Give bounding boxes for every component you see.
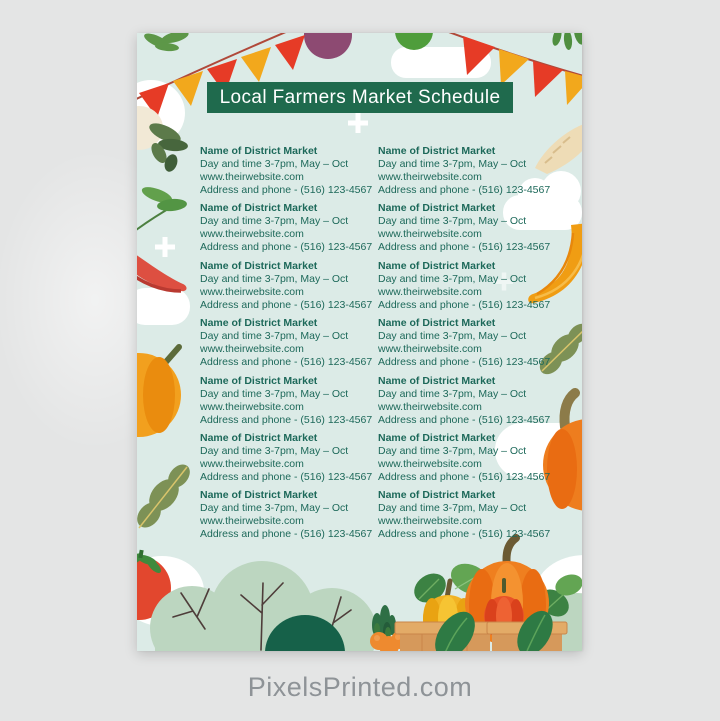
entry-website: www.theirwebsite.com xyxy=(378,343,482,356)
chili-pepper-icon xyxy=(137,247,187,291)
market-entry xyxy=(200,145,378,202)
entry-website: www.theirwebsite.com xyxy=(378,400,482,413)
entry-address-phone: Address and phone - (516) 123-4567 xyxy=(200,528,373,541)
market-entry xyxy=(200,432,378,489)
cloud-left-mid xyxy=(137,288,190,325)
entry-day-time: Day and time 3-7pm, May – Oct xyxy=(200,330,349,343)
market-entry xyxy=(200,260,378,317)
entry-day-time: Day and time 3-7pm, May – Oct xyxy=(378,502,527,515)
carrot-greens-icon xyxy=(551,33,582,50)
entry-website: www.theirwebsite.com xyxy=(378,171,482,183)
entry-name: Name of District Market xyxy=(200,202,318,215)
entry-day-time: Day and time 3-7pm, May – Oct xyxy=(200,158,349,170)
plus-center-icon xyxy=(348,113,368,133)
market-entry xyxy=(378,202,556,259)
entry-address-phone: Address and phone - (516) 123-4567 xyxy=(378,184,551,196)
entry-day-time: Day and time 3-7pm, May – Oct xyxy=(200,272,349,285)
entry-address-phone: Address and phone - (516) 123-4567 xyxy=(378,413,551,426)
entry-name: Name of District Market xyxy=(378,145,496,157)
poster-title: Local Farmers Market Schedule xyxy=(219,86,501,108)
beet-icon xyxy=(304,33,352,59)
entry-day-time: Day and time 3-7pm, May – Oct xyxy=(378,215,527,228)
entry-day-time: Day and time 3-7pm, May – Oct xyxy=(378,387,527,400)
entry-address-phone: Address and phone - (516) 123-4567 xyxy=(378,356,551,369)
entry-day-time: Day and time 3-7pm, May – Oct xyxy=(378,158,527,170)
entry-website: www.theirwebsite.com xyxy=(378,457,482,470)
market-entry xyxy=(200,489,378,546)
entry-address-phone: Address and phone - (516) 123-4567 xyxy=(378,298,551,311)
entry-name: Name of District Market xyxy=(200,431,318,444)
entry-name: Name of District Market xyxy=(378,317,496,330)
entry-name: Name of District Market xyxy=(200,259,318,272)
entry-website: www.theirwebsite.com xyxy=(200,400,304,413)
entry-address-phone: Address and phone - (516) 123-4567 xyxy=(200,356,373,369)
entry-name: Name of District Market xyxy=(378,374,496,387)
entry-address-phone: Address and phone - (516) 123-4567 xyxy=(200,470,373,483)
entry-name: Name of District Market xyxy=(378,259,496,272)
entry-name: Name of District Market xyxy=(200,317,318,330)
entry-website: www.theirwebsite.com xyxy=(200,285,304,298)
entry-website: www.theirwebsite.com xyxy=(200,457,304,470)
plus-left-icon xyxy=(155,237,175,257)
title-banner xyxy=(207,82,513,113)
entry-day-time: Day and time 3-7pm, May – Oct xyxy=(200,502,349,515)
entry-name: Name of District Market xyxy=(378,431,496,444)
entry-website: www.theirwebsite.com xyxy=(378,228,482,241)
entry-website: www.theirwebsite.com xyxy=(378,515,482,528)
market-entry xyxy=(378,145,556,202)
entry-address-phone: Address and phone - (516) 123-4567 xyxy=(200,184,373,196)
entry-address-phone: Address and phone - (516) 123-4567 xyxy=(200,298,373,311)
entry-website: www.theirwebsite.com xyxy=(200,171,304,183)
entry-name: Name of District Market xyxy=(200,374,318,387)
entry-name: Name of District Market xyxy=(378,202,496,215)
brand-watermark: PixelsPrinted.com xyxy=(247,672,473,702)
market-entries xyxy=(200,145,556,547)
entry-website: www.theirwebsite.com xyxy=(200,228,304,241)
entry-website: www.theirwebsite.com xyxy=(200,343,304,356)
entry-day-time: Day and time 3-7pm, May – Oct xyxy=(378,444,527,457)
market-entry xyxy=(378,260,556,317)
market-entry xyxy=(378,375,556,432)
market-entry xyxy=(378,432,556,489)
entry-address-phone: Address and phone - (516) 123-4567 xyxy=(378,241,551,254)
entry-name: Name of District Market xyxy=(378,489,496,502)
entry-day-time: Day and time 3-7pm, May – Oct xyxy=(200,444,349,457)
entry-address-phone: Address and phone - (516) 123-4567 xyxy=(378,528,551,541)
market-entry xyxy=(200,375,378,432)
entry-day-time: Day and time 3-7pm, May – Oct xyxy=(378,272,527,285)
entry-day-time: Day and time 3-7pm, May – Oct xyxy=(200,387,349,400)
market-entry xyxy=(200,317,378,374)
herb-leaves-icon xyxy=(137,184,187,233)
entry-website: www.theirwebsite.com xyxy=(200,515,304,528)
entry-day-time: Day and time 3-7pm, May – Oct xyxy=(378,330,527,343)
market-entry xyxy=(200,202,378,259)
herb-top-left-icon xyxy=(142,33,190,52)
oak-leaf-left-icon xyxy=(137,460,194,532)
entry-address-phone: Address and phone - (516) 123-4567 xyxy=(378,470,551,483)
market-entry xyxy=(378,489,556,546)
entry-website: www.theirwebsite.com xyxy=(378,285,482,298)
pumpkin-left-icon xyxy=(137,347,181,437)
entry-name: Name of District Market xyxy=(200,145,318,157)
entry-day-time: Day and time 3-7pm, May – Oct xyxy=(200,215,349,228)
entry-address-phone: Address and phone - (516) 123-4567 xyxy=(200,241,373,254)
entry-address-phone: Address and phone - (516) 123-4567 xyxy=(200,413,373,426)
flyer-poster xyxy=(137,33,582,651)
entry-name: Name of District Market xyxy=(200,489,318,502)
market-entry xyxy=(378,317,556,374)
